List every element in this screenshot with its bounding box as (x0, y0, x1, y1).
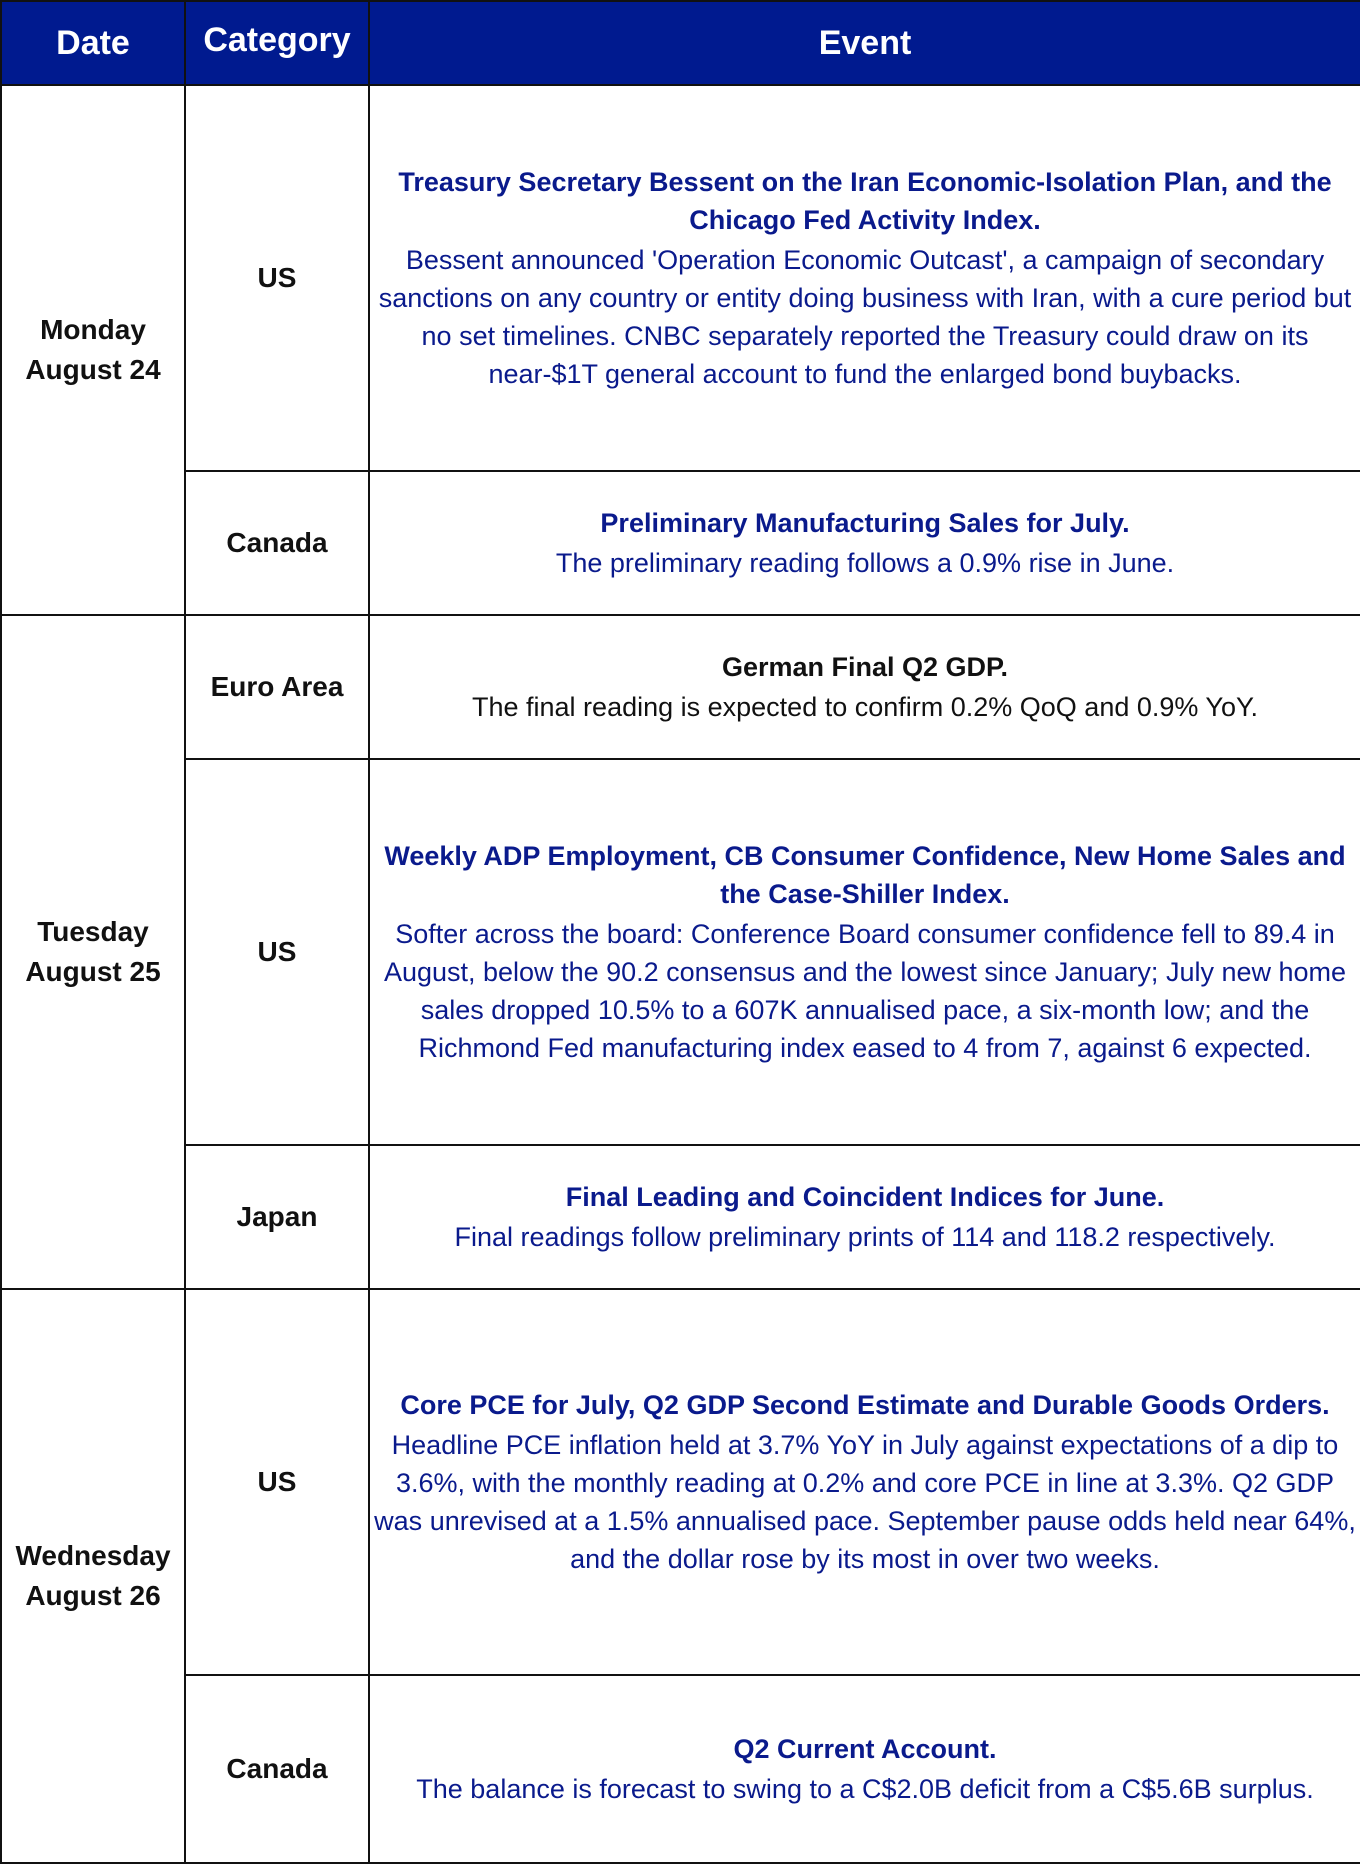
date-label: August 25 (25, 956, 161, 987)
table-row (1, 471, 1360, 615)
weekday-label: Wednesday (15, 1540, 171, 1571)
category-cell: Canada (185, 1675, 369, 1863)
weekday-label: Monday (40, 314, 146, 345)
date-column-header: Date (1, 1, 185, 85)
category-cell: US (185, 1289, 369, 1675)
table-row (1, 85, 1360, 471)
event-title: German Final Q2 GDP. (721, 652, 1009, 682)
event-cell (369, 1289, 1360, 1675)
date-cell-wednesday (1, 1289, 185, 1863)
table-row (1, 615, 1360, 759)
event-title: Final Leading and Coincident Indices for June. (565, 1182, 1165, 1212)
table-header (1, 1, 1360, 85)
event-column-header: Event (369, 1, 1360, 85)
event-cell (369, 1675, 1360, 1863)
table-row (1, 1145, 1360, 1289)
date-cell-monday (1, 85, 185, 615)
event-title: Preliminary Manufacturing Sales for July. (600, 508, 1130, 538)
date-cell-tuesday (1, 615, 185, 1289)
event-title: Treasury Secretary Bessent on the Iran Economic-Isolation Plan, and the Chicago Fed Activity Index. (398, 167, 1332, 235)
header-row (1, 1, 1360, 85)
event-description: Headline PCE inflation held at 3.7% YoY in July against expectations of a dip to 3.6%, with the monthly reading at 0.2% and core PCE in line at 3.3%. Q2 GDP was unrevised at a 1.5% annualised pace. September pause odds held near 64%, and the dollar rose by its most in over two weeks. (374, 1430, 1356, 1574)
event-description: Bessent announced 'Operation Economic Outcast', a campaign of secondary sanctions on any country or entity doing business with Iran, with a cure period but no set timelines. CNBC separately reported the Treasury could draw on its near-$1T general account to fund the enlarged bond buybacks. (378, 245, 1352, 389)
table-body (1, 85, 1360, 1863)
category-cell: Euro Area (185, 615, 369, 759)
date-label: August 24 (25, 354, 161, 385)
event-description: Softer across the board: Conference Board consumer confidence fell to 89.4 in August, below the 90.2 consensus and the lowest since January; July new home sales dropped 10.5% to a 607K annualised pace, a six-month low; and the Richmond Fed manufacturing index eased to 4 from 7, against 6 expected. (383, 919, 1347, 1063)
category-cell: Japan (185, 1145, 369, 1289)
date-label: August 26 (25, 1580, 161, 1611)
event-description: The balance is forecast to swing to a C$2.0B deficit from a C$5.6B surplus. (416, 1774, 1314, 1804)
event-title: Weekly ADP Employment, CB Consumer Confidence, New Home Sales and the Case-Shiller Index. (384, 841, 1346, 909)
table-row (1, 1675, 1360, 1863)
category-cell: Canada (185, 471, 369, 615)
event-cell (369, 615, 1360, 759)
table-row (1, 1289, 1360, 1675)
event-title: Q2 Current Account. (733, 1734, 997, 1764)
event-cell (369, 471, 1360, 615)
weekday-label: Tuesday (37, 916, 149, 947)
event-description: Final readings follow preliminary prints of 114 and 118.2 respectively. (454, 1222, 1276, 1252)
event-description: The preliminary reading follows a 0.9% rise in June. (555, 548, 1175, 578)
category-column-header: Category (185, 1, 369, 85)
category-cell: US (185, 85, 369, 471)
event-cell (369, 1145, 1360, 1289)
event-description: The final reading is expected to confirm 0.2% QoQ and 0.9% YoY. (472, 692, 1258, 722)
event-title: Core PCE for July, Q2 GDP Second Estimate and Durable Goods Orders. (400, 1390, 1330, 1420)
event-cell (369, 85, 1360, 471)
category-cell: US (185, 759, 369, 1145)
table-row (1, 759, 1360, 1145)
event-cell (369, 759, 1360, 1145)
